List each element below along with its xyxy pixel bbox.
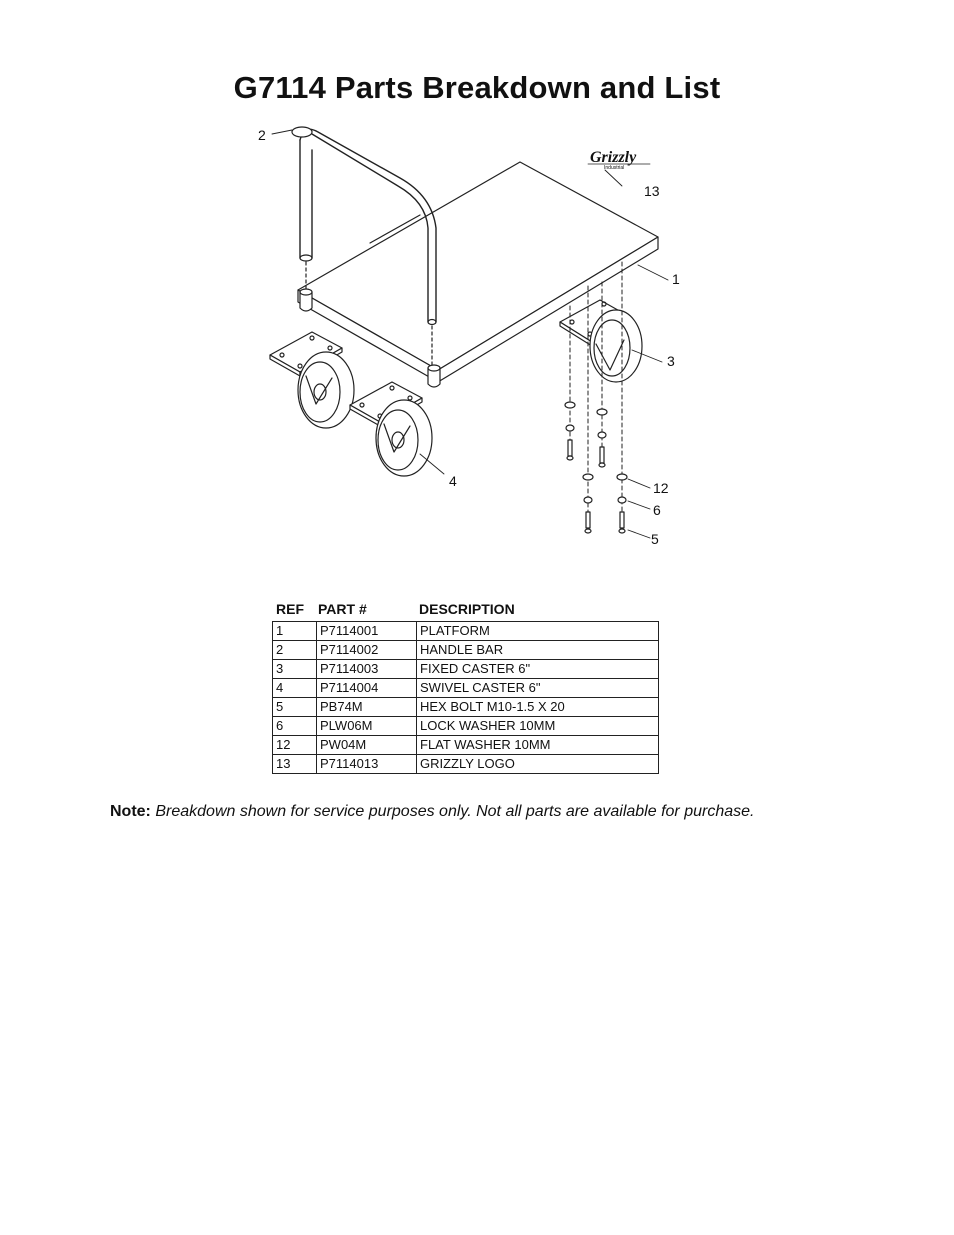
- part-number-cell: PB74M: [317, 698, 417, 717]
- description-cell: LOCK WASHER 10MM: [417, 717, 659, 736]
- table-row: [273, 736, 659, 755]
- callout-3: 3: [667, 353, 675, 369]
- table-row: [273, 679, 659, 698]
- ref-cell: 12: [273, 736, 317, 755]
- ref-cell: 4: [273, 679, 317, 698]
- description-cell: SWIVEL CASTER 6": [417, 679, 659, 698]
- part-number-cell: P7114003: [317, 660, 417, 679]
- parts-table: [272, 598, 659, 774]
- description-cell: FIXED CASTER 6": [417, 660, 659, 679]
- header-ref: REF: [276, 601, 304, 617]
- swivel-caster-left-drawing: [270, 332, 354, 428]
- table-header: [272, 598, 659, 621]
- note: [110, 803, 754, 821]
- fixed-caster-drawing: [560, 300, 642, 382]
- callout-1: 1: [672, 271, 680, 287]
- hardware-drawing: [565, 402, 627, 533]
- callout-4: 4: [449, 473, 457, 489]
- callout-2: 2: [258, 127, 266, 143]
- table-row: [273, 717, 659, 736]
- header-part: PART #: [318, 601, 367, 617]
- callout-12: 12: [653, 480, 669, 496]
- description-cell: PLATFORM: [417, 622, 659, 641]
- description-cell: HANDLE BAR: [417, 641, 659, 660]
- ref-cell: 3: [273, 660, 317, 679]
- callout-6: 6: [653, 502, 661, 518]
- parts-diagram: [240, 115, 700, 555]
- part-number-cell: PLW06M: [317, 717, 417, 736]
- callout-5: 5: [651, 531, 659, 547]
- note-text: Breakdown shown for service purposes only. Not all parts are available for purchase.: [155, 803, 755, 820]
- grizzly-logo-drawing: [588, 149, 650, 171]
- description-cell: GRIZZLY LOGO: [417, 755, 659, 774]
- svg-text:Grizzly: Grizzly: [590, 149, 637, 166]
- table-row: [273, 698, 659, 717]
- header-description: DESCRIPTION: [419, 601, 515, 617]
- ref-cell: 1: [273, 622, 317, 641]
- callout-13: 13: [644, 183, 660, 199]
- table-row: [273, 622, 659, 641]
- part-number-cell: P7114001: [317, 622, 417, 641]
- table-row: [273, 660, 659, 679]
- note-label: Note:: [110, 803, 151, 820]
- svg-text:Industrial: Industrial: [604, 165, 625, 171]
- page-title: G7114 Parts Breakdown and List: [233, 70, 721, 105]
- ref-cell: 5: [273, 698, 317, 717]
- part-number-cell: PW04M: [317, 736, 417, 755]
- part-number-cell: P7114013: [317, 755, 417, 774]
- parts-list: [272, 621, 659, 774]
- assembly-lines: [570, 262, 622, 520]
- description-cell: FLAT WASHER 10MM: [417, 736, 659, 755]
- swivel-caster-right-drawing: [350, 382, 432, 476]
- table-row: [273, 755, 659, 774]
- part-number-cell: P7114004: [317, 679, 417, 698]
- description-cell: HEX BOLT M10-1.5 X 20: [417, 698, 659, 717]
- ref-cell: 6: [273, 717, 317, 736]
- part-number-cell: P7114002: [317, 641, 417, 660]
- ref-cell: 2: [273, 641, 317, 660]
- table-row: [273, 641, 659, 660]
- ref-cell: 13: [273, 755, 317, 774]
